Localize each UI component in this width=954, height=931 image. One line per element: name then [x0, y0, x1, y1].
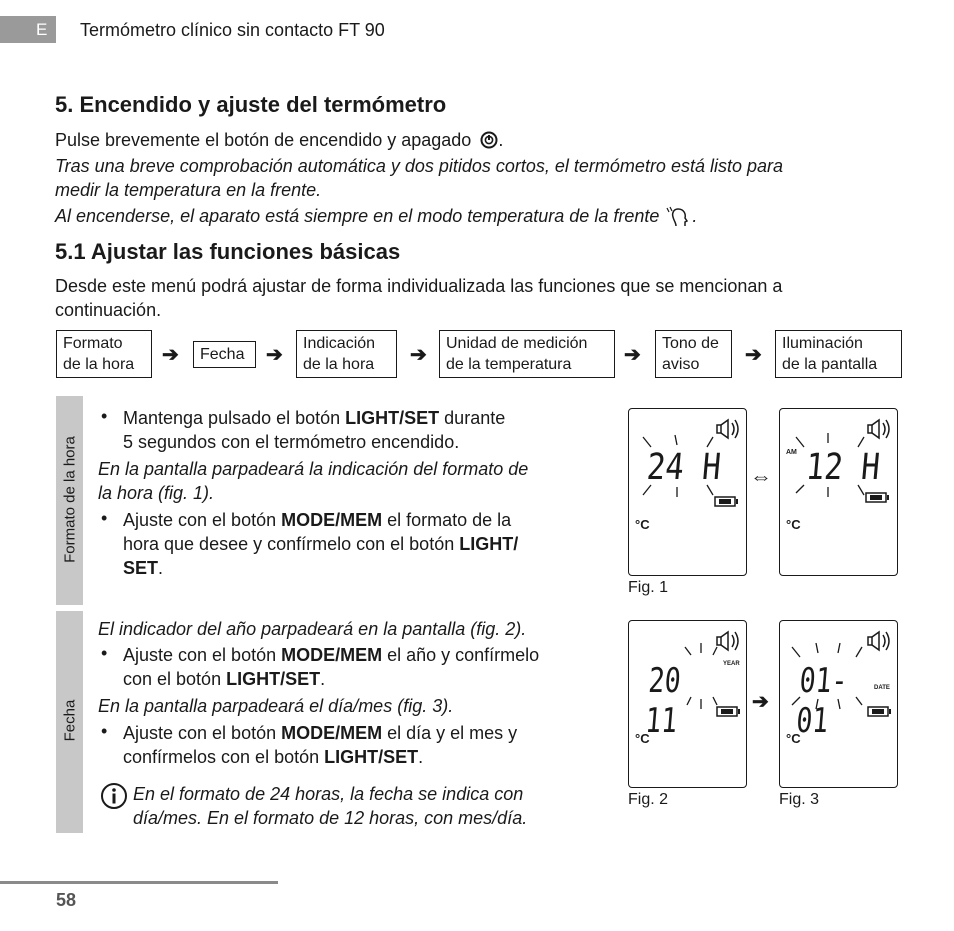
- lcd-fig1-24h: [628, 408, 747, 576]
- block2-b1-l2: con el botón LIGHT/SET.: [123, 669, 326, 689]
- flow-arrow: ➔: [266, 344, 283, 366]
- page-number: 58: [56, 890, 77, 910]
- bullet: •: [101, 721, 108, 741]
- language-tab: [0, 16, 56, 43]
- section-5-p2a: Tras una breve comprobación automática y dos pitidos cortos, el termómetro está listo para: [55, 156, 784, 176]
- lcd-unit: °C: [786, 731, 801, 746]
- section-5-p1: Pulse brevemente el botón de encendido y apagado .: [55, 130, 504, 150]
- footer-line: [0, 881, 278, 884]
- info-icon: [100, 782, 128, 810]
- flow-arrow: ➔: [745, 344, 762, 366]
- block1-i1b: la hora (fig. 1).: [98, 483, 215, 503]
- block2-note-b: día/mes. En el formato de 12 horas, con mes/día.: [133, 808, 528, 828]
- fig-3-caption: Fig. 3: [779, 791, 820, 808]
- block1-b1-l2: 5 segundos con el termómetro encendido.: [123, 432, 460, 452]
- block1-i1a: En la pantalla parpadeará la indicación del formato de: [98, 459, 529, 479]
- block2-i1: El indicador del año parpadeará en la pantalla (fig. 2).: [98, 619, 527, 639]
- lcd-digits: 20 11: [643, 661, 683, 741]
- bullet: •: [101, 508, 108, 528]
- flow-box-time-display: Indicación de la hora: [296, 330, 397, 378]
- lcd-unit: °C: [635, 517, 650, 532]
- section-5-title: 5. Encendido y ajuste del termómetro: [55, 92, 447, 117]
- block1-b1: Mantenga pulsado el botón LIGHT/SET durante: [123, 408, 506, 428]
- language-letter: E: [36, 20, 48, 39]
- swap-arrow: ⇔: [750, 464, 772, 489]
- flow-arrow: ➔: [162, 344, 179, 366]
- block1-b2-l3: SET.: [123, 558, 164, 578]
- lcd-am-indicator: AM: [786, 449, 797, 456]
- lcd-fig2-year: [628, 620, 747, 788]
- lcd-fig1-12h: [779, 408, 898, 576]
- lcd-unit: °C: [635, 731, 650, 746]
- lcd-date-indicator: DATE: [874, 685, 890, 691]
- lcd-digits: 01-01: [794, 661, 850, 741]
- fig-1-caption: Fig. 1: [628, 579, 669, 596]
- block1-b2: Ajuste con el botón MODE/MEM el formato de la: [123, 510, 512, 530]
- lcd-unit: °C: [786, 517, 801, 532]
- lcd-digits: 24 H: [645, 447, 723, 488]
- section-5-p3: Al encenderse, el aparato está siempre en el modo temperatura de la frente .: [55, 206, 698, 226]
- sidebar-date-label: Fecha: [61, 699, 79, 742]
- fig-2-caption: Fig. 2: [628, 791, 669, 808]
- flow-box-alert-tone: Tono de aviso: [655, 330, 732, 378]
- section-51-p1b: continuación.: [55, 300, 162, 320]
- block2-b1: Ajuste con el botón MODE/MEM el año y confírmelo: [123, 645, 540, 665]
- lcd-fig3-date: [779, 620, 898, 788]
- flow-arrow: ➔: [410, 344, 427, 366]
- flow-box-temp-unit: Unidad de medición de la temperatura: [439, 330, 615, 378]
- bullet: •: [101, 406, 108, 426]
- block2-note-a: En el formato de 24 horas, la fecha se indica con: [133, 784, 524, 804]
- section-5-p2b: medir la temperatura en la frente.: [55, 180, 322, 200]
- flow-box-date: Fecha: [193, 341, 256, 368]
- section-51-p1a: Desde este menú podrá ajustar de forma individualizada las funciones que se mencionan a: [55, 276, 783, 296]
- block2-i2: En la pantalla parpadeará el día/mes (fig. 3).: [98, 696, 454, 716]
- lcd-year-indicator: YEAR: [723, 661, 740, 667]
- bullet: •: [101, 643, 108, 663]
- header-title: Termómetro clínico sin contacto FT 90: [80, 20, 385, 40]
- flow-box-time-format: Formato de la hora: [56, 330, 152, 378]
- section-51-title: 5.1 Ajustar las funciones básicas: [55, 239, 401, 264]
- lcd-digits: 12 H: [804, 447, 882, 488]
- flow-arrow: ➔: [624, 344, 641, 366]
- sidebar-time-format-label: Formato de la hora: [61, 436, 79, 563]
- block2-b2: Ajuste con el botón MODE/MEM el día y el mes y: [123, 723, 518, 743]
- flow-box-backlight: Iluminación de la pantalla: [775, 330, 902, 378]
- block1-b2-l2: hora que desee y confírmelo con el botón LIGHT/: [123, 534, 519, 554]
- fig-arrow: ➔: [752, 691, 769, 713]
- forehead-mode-icon: [664, 205, 692, 227]
- power-icon: [480, 131, 498, 149]
- block2-b2-l2: confírmelos con el botón LIGHT/SET.: [123, 747, 424, 767]
